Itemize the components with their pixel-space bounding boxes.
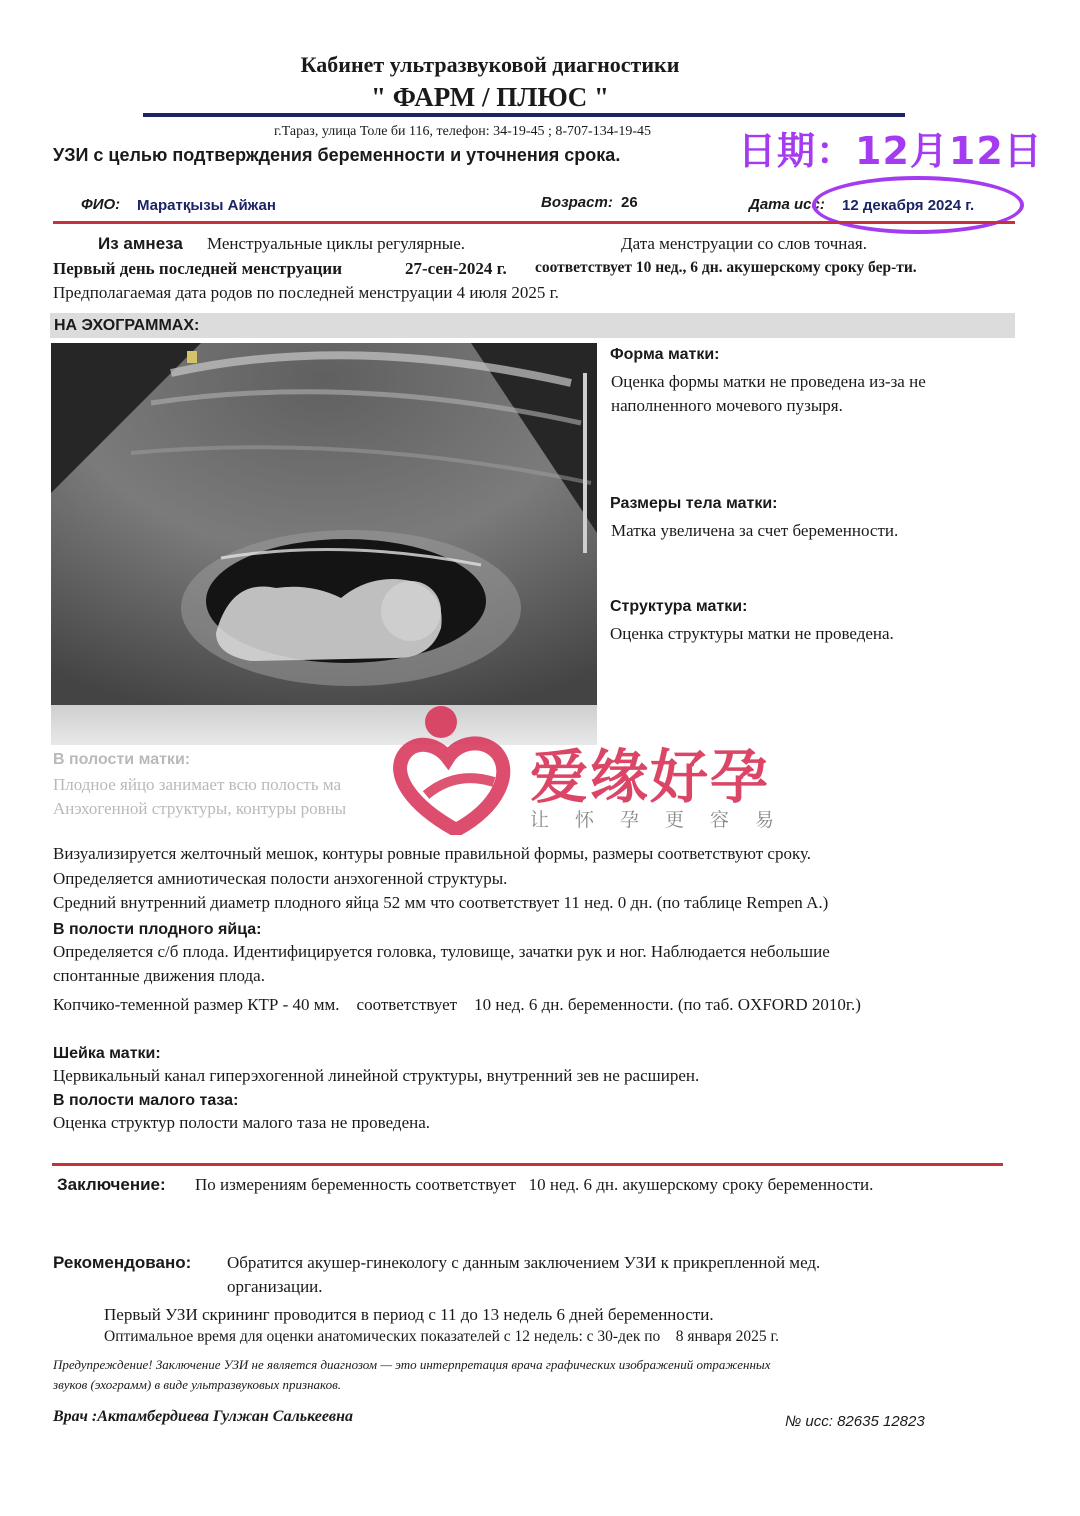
red-divider: [53, 221, 1015, 224]
uterine-cavity-line2: Анэхогенной структуры, контуры ровны: [53, 799, 347, 818]
exam-date-label: Дата исс:: [749, 196, 825, 213]
lmp-label: Первый день последней менструации: [53, 259, 342, 278]
anamnesis-date-note: Дата менструации со слов точная.: [621, 234, 867, 253]
uterus-shape-text-line2: наполненного мочевого пузыря.: [611, 396, 843, 415]
uterine-cavity-line1: Плодное яйцо занимает всю полость ма: [53, 775, 342, 794]
uterus-size-title: Размеры тела матки:: [610, 495, 778, 512]
echogram-section-title: НА ЭХОГРАММАХ:: [54, 317, 200, 334]
fetal-egg-line2: спонтанные движения плода.: [53, 966, 265, 985]
heart-logo-icon: [386, 700, 536, 840]
anamnesis-cycles: Менструальные циклы регулярные.: [207, 234, 466, 253]
overlay-date-note: 日期：12月12日: [738, 129, 1043, 173]
ucc-number: № исс: 82635 12823: [785, 1413, 925, 1430]
patient-name: Маратқызы Айжан: [137, 197, 276, 214]
name-label: ФИО:: [81, 196, 121, 213]
crown-rump-length: Копчико-теменной размер КТР - 40 мм. соответствует 10 нед. 6 дн. беременности. (по таб. OXFORD 2010г.): [53, 995, 861, 1014]
echogram-section-header: [50, 313, 1015, 338]
due-date: Предполагаемая дата родов по последней менструации 4 июля 2025 г.: [53, 283, 559, 302]
red-divider: [52, 1163, 1003, 1166]
screening-note: Первый УЗИ скрининг проводится в период с 11 до 13 недель 6 дней беременности.: [104, 1305, 714, 1324]
uterine-cavity-title: В полости матки:: [53, 751, 191, 768]
cervix-title: Шейка матки:: [53, 1045, 161, 1062]
header-divider: [143, 113, 905, 117]
uterus-shape-text-line1: Оценка формы матки не проведена из-за не: [611, 372, 926, 391]
uterus-structure-title: Структура матки:: [610, 598, 748, 615]
clinic-brand: " ФАРМ / ПЛЮС ": [371, 82, 609, 112]
recommendation-line2: организации.: [227, 1277, 323, 1296]
yolk-line1: Визуализируется желточный мешок, контуры ровные правильной формы, размеры соответствуют сроку.: [53, 844, 812, 863]
uterus-shape-title: Форма матки:: [610, 346, 720, 363]
conclusion-text: По измерениям беременность соответствует 10 нед. 6 дн. акушерскому сроку беременности.: [195, 1175, 874, 1194]
yolk-line3: Средний внутренний диаметр плодного яйца 52 мм что соответствует 11 нед. 0 дн. (по таблице Rempen A.): [53, 893, 829, 912]
watermark-slogan: 让怀孕更容易: [530, 809, 801, 831]
uterus-size-text: Матка увеличена за счет беременности.: [611, 521, 899, 540]
pelvis-title: В полости малого таза:: [53, 1092, 239, 1109]
watermark-brand: 爱缘好孕: [530, 743, 771, 811]
exam-date: 12 декабря 2024 г.: [842, 197, 975, 214]
clinic-address: г.Тараз, улица Толе би 116, телефон: 34-19-45 ; 8-707-134-19-45: [274, 124, 652, 139]
doctor-name: Врач :Актамбердиева Гулжан Салькеевна: [53, 1408, 353, 1425]
lmp-value: 27-сен-2024 г.: [405, 259, 507, 278]
clinic-name: Кабинет ультразвуковой диагностики: [300, 52, 680, 77]
age-label: Возраст:: [541, 194, 613, 211]
date-highlight-circle: [812, 176, 1024, 234]
recommendation-line1: Обратится акушер-гинекологу с данным заключением УЗИ к прикрепленной мед.: [227, 1253, 821, 1272]
anamnesis-label: Из амнеза: [98, 234, 183, 253]
warning-line2: звуков (эхограмм) в виде ультразвуковых признаков.: [53, 1377, 342, 1392]
exam-purpose: УЗИ с целью подтверждения беременности и уточнения срока.: [53, 145, 621, 165]
ultrasound-image: [51, 343, 597, 705]
lmp-correspondence: соответствует 10 нед., 6 дн. акушерскому сроку бер-ти.: [535, 259, 917, 276]
recommendation-label: Рекомендовано:: [53, 1253, 192, 1272]
patient-age: 26: [621, 194, 638, 211]
pelvis-text: Оценка структур полости малого таза не проведена.: [53, 1113, 431, 1132]
uterus-structure-text: Оценка структуры матки не проведена.: [610, 624, 894, 643]
yolk-line2: Определяется амниотическая полости анэхогенной структуры.: [53, 869, 508, 888]
fetal-egg-line1: Определяется с/б плода. Идентифицируется головка, туловище, зачатки рук и ног. Наблюдается небольшие: [53, 942, 830, 961]
fetal-egg-title: В полости плодного яйца:: [53, 921, 262, 938]
conclusion-label: Заключение:: [57, 1175, 166, 1194]
warning-line1: Предупреждение! Заключение УЗИ не является диагнозом — это интерпретация врача графических изображений отраженных: [53, 1357, 771, 1372]
ultrasound-scan-icon: [51, 343, 597, 705]
cervix-text: Цервикальный канал гиперэхогенной линейной структуры, внутренний зев не расширен.: [53, 1066, 700, 1085]
optimal-time-note: Оптимальное время для оценки анатомических показателей с 12 недель: с 30-дек по 8 января 2025 г.: [104, 1328, 779, 1345]
